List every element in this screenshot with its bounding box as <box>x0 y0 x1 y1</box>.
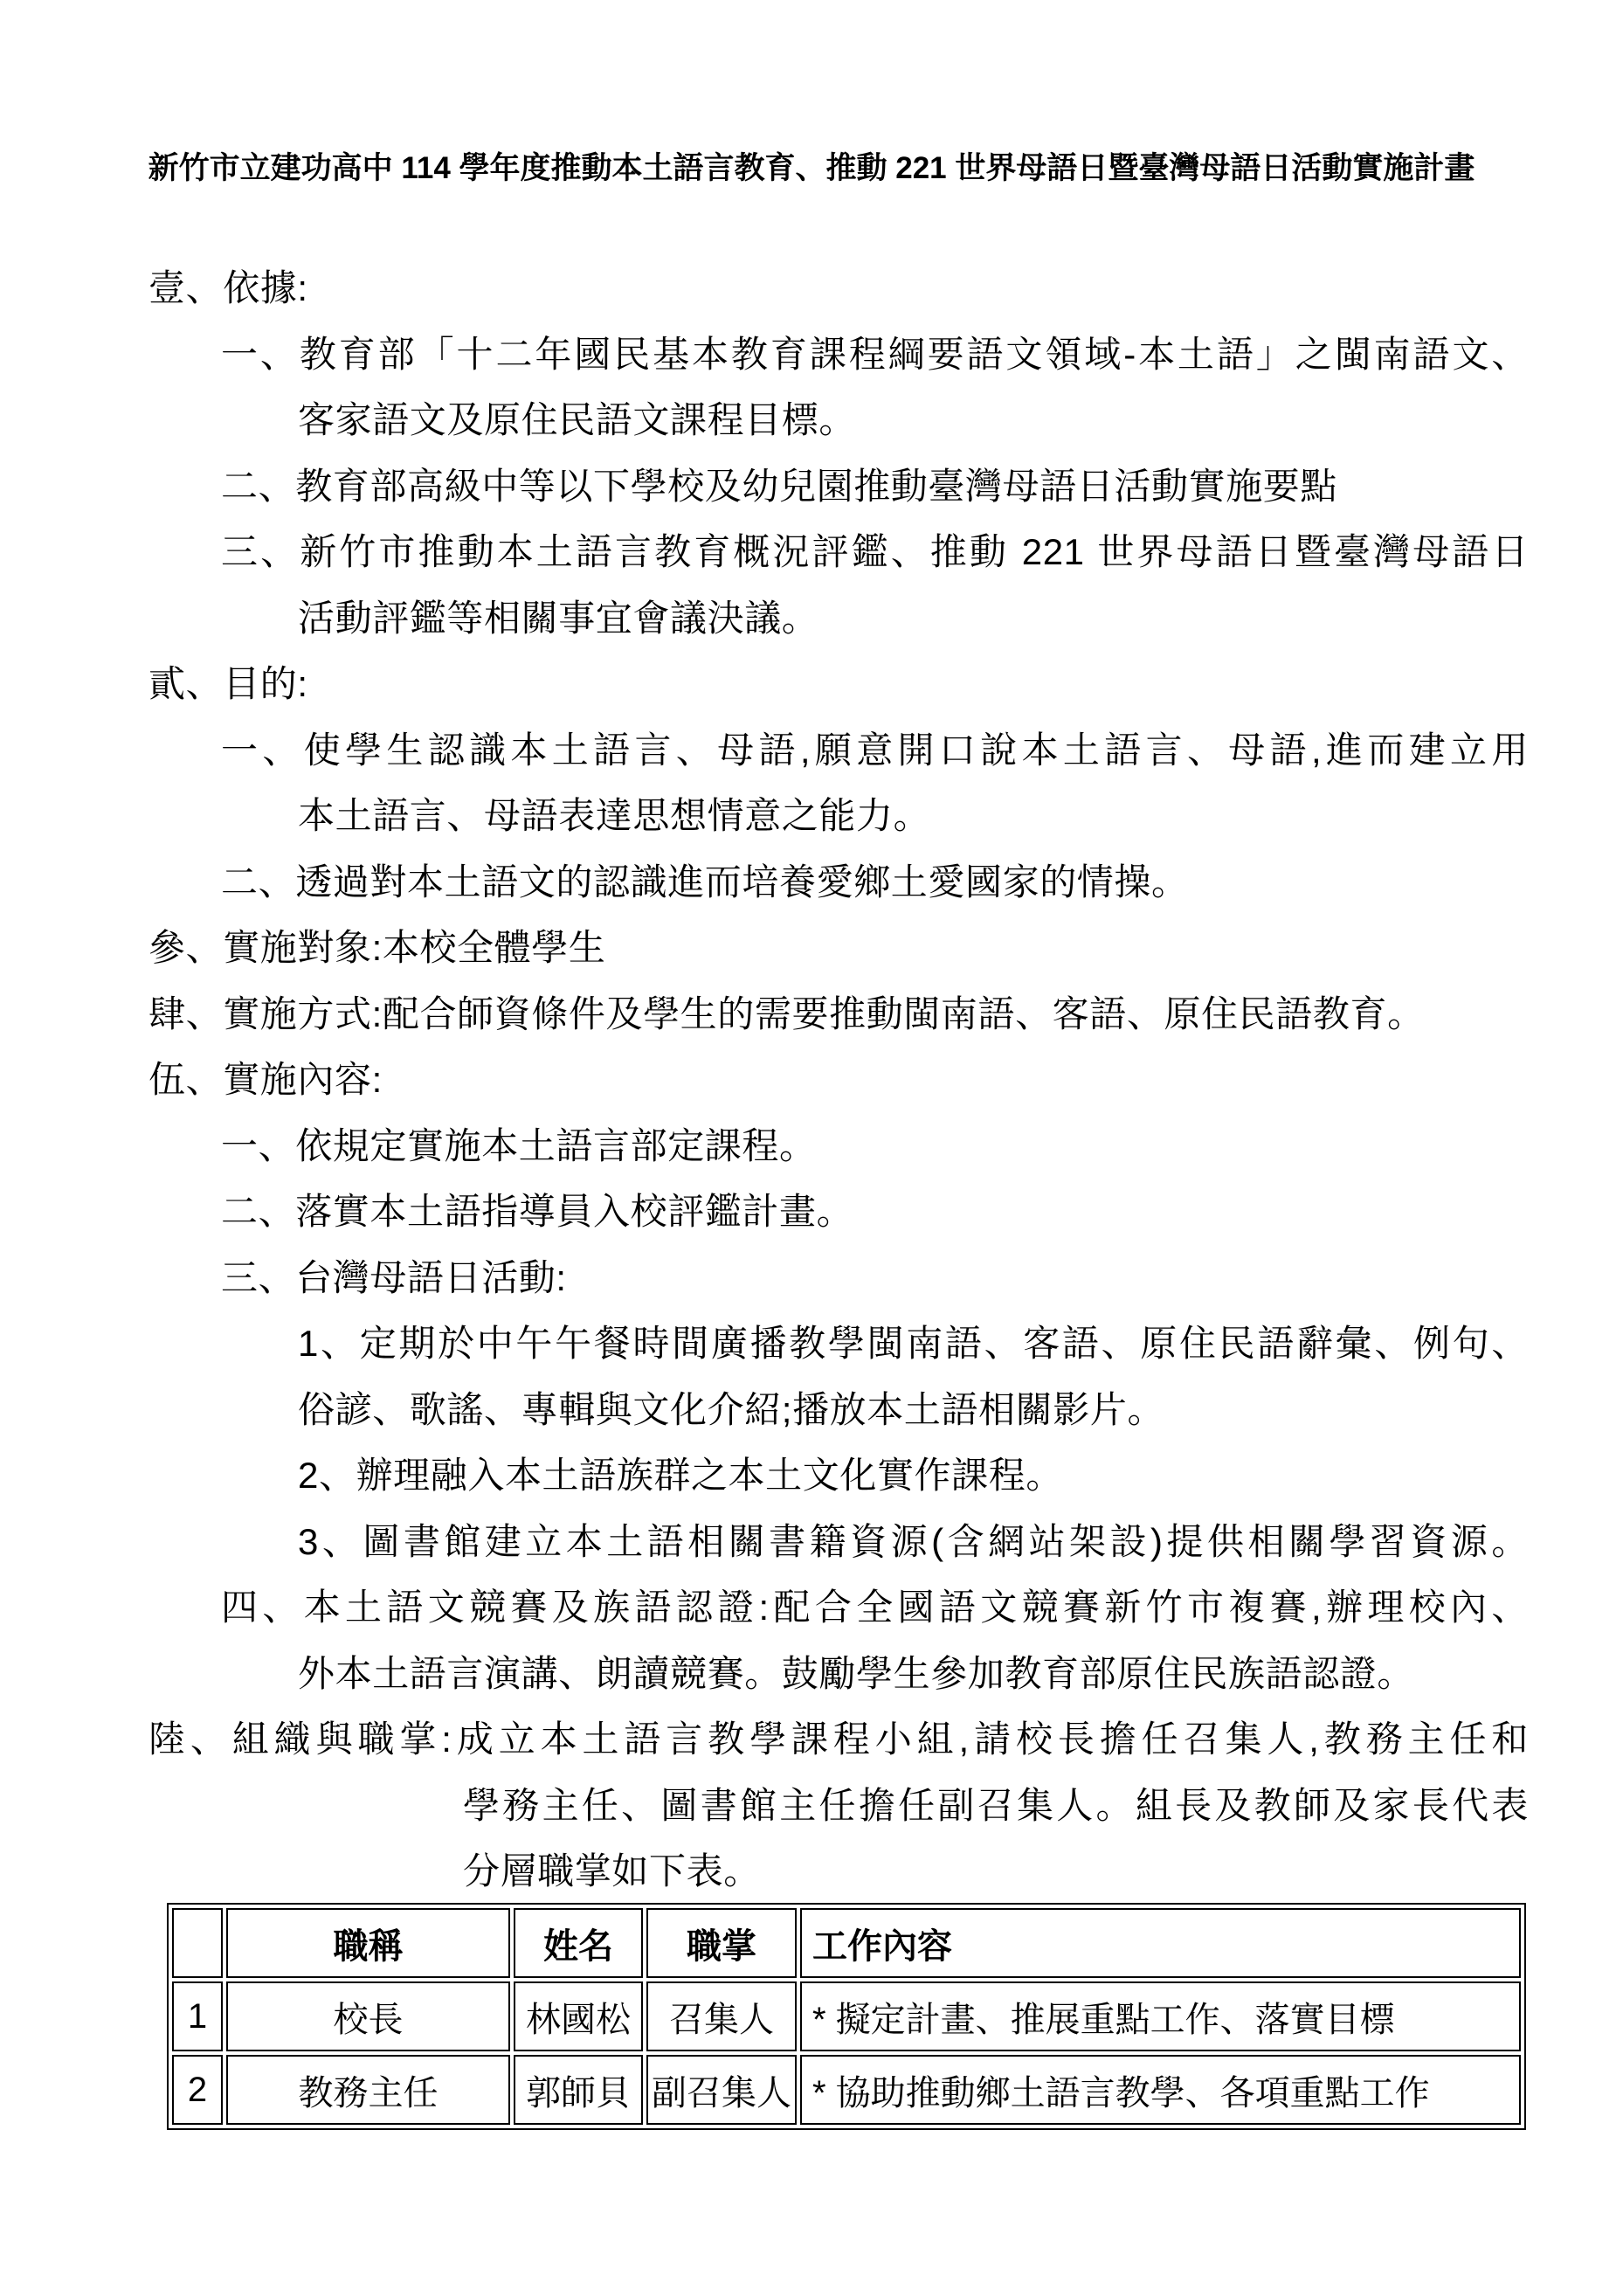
table-cell: 召集人 <box>646 1981 797 2051</box>
body-line: 活動評鑑等相關事宜會議決議。 <box>298 597 819 639</box>
table-cell: 副召集人 <box>646 2055 797 2125</box>
body-line: 壹、依據: <box>148 267 308 308</box>
body-line: 外本土語言演講、朗讀競賽。鼓勵學生參加教育部原住民族語認證。 <box>298 1652 1415 1694</box>
body-line: 2、辦理融入本土語族群之本土文化實作課程。 <box>298 1455 1063 1496</box>
body-line: 分層職掌如下表。 <box>463 1850 761 1891</box>
body-line: 三、台灣母語日活動: <box>221 1256 567 1298</box>
body-line: 本土語言、母語表達思想情意之能力。 <box>298 795 931 836</box>
table-row <box>172 2055 1521 2125</box>
table-cell: 1 <box>172 1981 223 2051</box>
body-line: 二、透過對本土語文的認識進而培養愛鄉土愛國家的情操。 <box>221 861 1189 902</box>
body-lines <box>0 255 1529 1905</box>
body-line: 俗諺、歌謠、專輯與文化介紹;播放本土語相關影片。 <box>298 1388 1165 1430</box>
body-line: 肆、實施方式:配合師資條件及學生的需要推動閩南語、客語、原住民語教育。 <box>148 992 1425 1034</box>
table-cell: 郭師貝 <box>514 2055 643 2125</box>
body-line: 一、依規定實施本土語言部定課程。 <box>221 1124 817 1166</box>
table-cell: 2 <box>172 2055 223 2125</box>
table-cell: * 協助推動鄉土語言教學、各項重點工作 <box>800 2055 1521 2125</box>
body-line: 陸、組織與職掌:成立本土語言教學課程小組,請校長擔任召集人,教務主任和 <box>148 1719 1529 1760</box>
org-table-wrap <box>167 1903 1526 2130</box>
org-table-body <box>172 1981 1521 2125</box>
table-header-row <box>172 1908 1521 1978</box>
table-cell: 校長 <box>226 1981 510 2051</box>
table-header-cell: 職掌 <box>646 1908 797 1978</box>
body-line: 二、落實本土語指導員入校評鑑計畫。 <box>221 1191 854 1232</box>
body-line: 二、教育部高級中等以下學校及幼兒園推動臺灣母語日活動實施要點 <box>221 465 1338 507</box>
table-cell: 林國松 <box>514 1981 643 2051</box>
body-line: 1、定期於中午午餐時間廣播教學閩南語、客語、原住民語辭彙、例句、 <box>298 1323 1529 1364</box>
body-line: 客家語文及原住民語文課程目標。 <box>298 399 857 440</box>
body-line: 伍、實施內容: <box>148 1059 383 1100</box>
body-line: 學務主任、圖書館主任擔任副召集人。組長及教師及家長代表 <box>463 1784 1529 1826</box>
org-table-header <box>172 1908 1521 1978</box>
body-line: 三、新竹市推動本土語言教育概況評鑑、推動 221 世界母語日暨臺灣母語日 <box>221 531 1529 572</box>
body-line: 參、實施對象:本校全體學生 <box>148 927 606 968</box>
table-header-cell <box>172 1908 223 1978</box>
table-header-cell: 姓名 <box>514 1908 643 1978</box>
body-line: 一、使學生認識本土語言、母語,願意開口說本土語言、母語,進而建立用 <box>221 729 1529 771</box>
table-header-cell: 工作內容 <box>800 1908 1521 1978</box>
page-title: 新竹市立建功高中 114 學年度推動本土語言教育、推動 221 世界母語日暨臺灣母語日活動實施計畫 <box>148 151 1475 185</box>
body-line: 3、圖書館建立本土語相關書籍資源(含網站架設)提供相關學習資源。 <box>298 1520 1529 1562</box>
table-cell: 教務主任 <box>226 2055 510 2125</box>
table-row <box>172 1981 1521 2051</box>
table-header-cell: 職稱 <box>226 1908 510 1978</box>
body-line: 貳、目的: <box>148 663 308 704</box>
body-line: 一、教育部「十二年國民基本教育課程綱要語文領域-本土語」之閩南語文、 <box>221 333 1529 375</box>
table-cell: * 擬定計畫、推展重點工作、落實目標 <box>800 1981 1521 2051</box>
body-line: 四、本土語文競賽及族語認證:配合全國語文競賽新竹市複賽,辦理校內、 <box>221 1587 1529 1628</box>
org-table <box>167 1903 1526 2130</box>
